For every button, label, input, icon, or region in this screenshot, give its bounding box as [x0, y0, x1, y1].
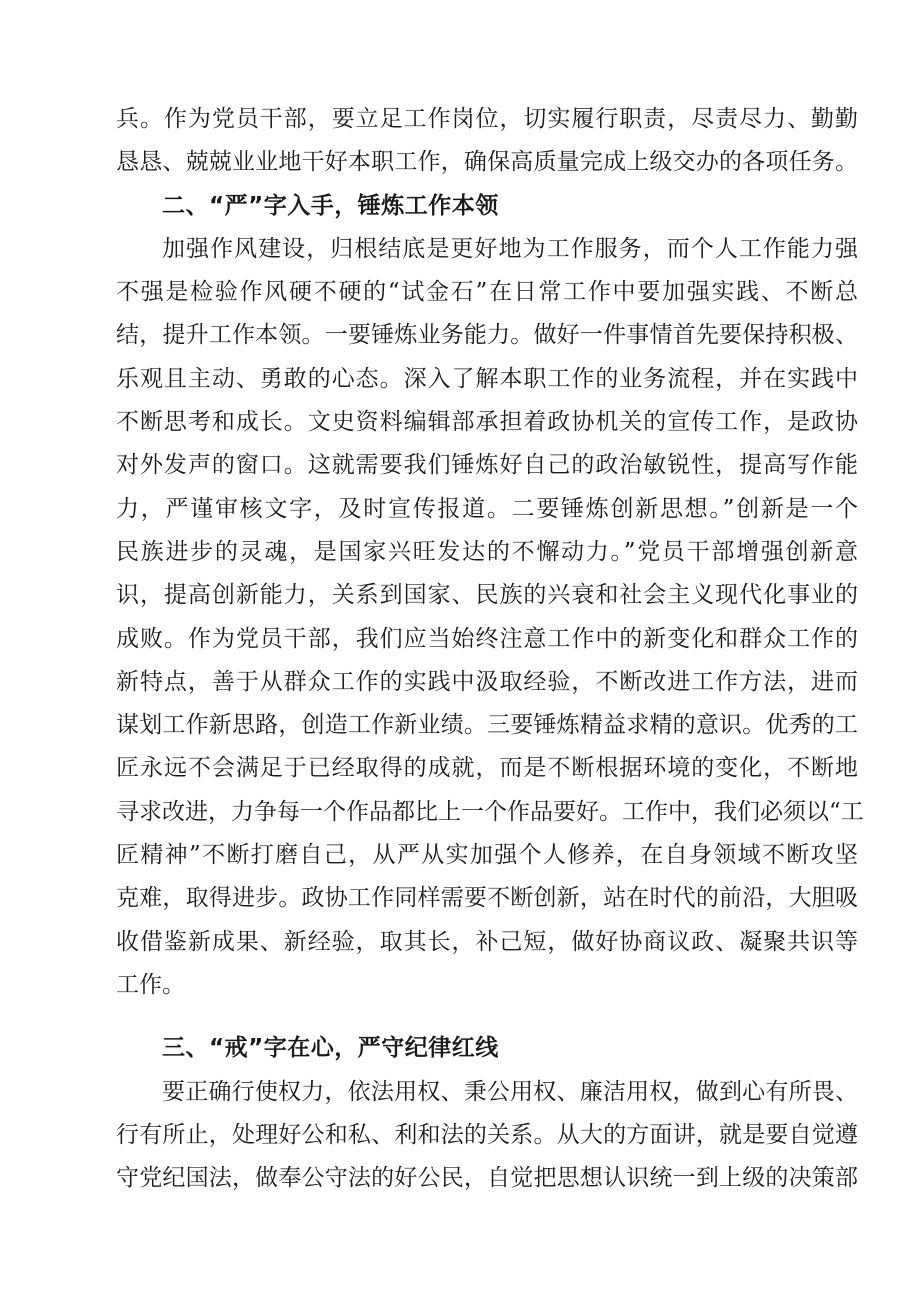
- text-line: 寻求改进，力争每一个作品都比上一个作品要好。工作中，我们必须以“工: [116, 798, 864, 825]
- text-line: 行有所止，处理好公和私、利和法的关系。从大的方面讲，就是要自觉遵: [116, 1121, 858, 1148]
- text-line: 力，严谨审核文字，及时宣传报道。二要锤炼创新思想。”创新是一个: [116, 495, 858, 522]
- text-line: 不强是检验作风硬不硬的“试金石”在日常工作中要加强实践、不断总: [116, 279, 858, 306]
- text-line: 匠精神”不断打磨自己，从严从实加强个人修养，在自身领域不断攻坚: [116, 842, 858, 869]
- paragraph-intro: [116, 98, 858, 185]
- text-line: 匠永远不会满足于已经取得的成就，而是不断根据环境的变化，不断地: [116, 755, 858, 782]
- text-line: 对外发声的窗口。这就需要我们锤炼好自己的政治敏锐性，提高写作能: [116, 452, 858, 479]
- text-line: 兵。作为党员干部，要立足工作岗位，切实履行职责，尽责尽力、勤勤: [116, 106, 858, 132]
- text-line: 结，提升工作本领。一要锤炼业务能力。做好一件事情首先要保持积极、: [116, 322, 858, 349]
- text-line: 乐观且主动、勇敢的心态。深入了解本职工作的业务流程，并在实践中: [116, 365, 858, 392]
- text-line: 恳恳、兢兢业业地干好本职工作，确保高质量完成上级交办的各项任务。: [116, 149, 858, 176]
- text-line: 民族进步的灵魂，是国家兴旺发达的不懈动力。”党员干部增强创新意: [116, 538, 858, 565]
- section-three-heading: 三、“戒”字在心，严守纪律红线: [162, 1035, 499, 1062]
- text-line: 成败。作为党员干部，我们应当始终注意工作中的新变化和群众工作的: [116, 625, 858, 652]
- section-gap: [116, 1007, 858, 1027]
- text-line: 守党纪国法，做奉公守法的好公民，自觉把思想认识统一到上级的决策部: [116, 1165, 858, 1192]
- section-two-body: [116, 228, 864, 1007]
- section-three-body: [116, 1071, 858, 1201]
- text-line: 不断思考和成长。文史资料编辑部承担着政协机关的宣传工作，是政协: [116, 409, 858, 436]
- text-line: 工作。: [116, 971, 185, 998]
- text-line: 谋划工作新思路，创造工作新业绩。三要锤炼精益求精的意识。优秀的工: [116, 712, 858, 739]
- section-two-heading: 二、“严”字入手，锤炼工作本领: [162, 192, 499, 219]
- text-line: 加强作风建设，归根结底是更好地为工作服务，而个人工作能力强: [162, 235, 858, 262]
- text-line: 克难，取得进步。政协工作同样需要不断创新，站在时代的前沿，大胆吸: [116, 885, 858, 912]
- text-line: 识，提高创新能力，关系到国家、民族的兴衰和社会主义现代化事业的: [116, 582, 858, 609]
- text-line: 要正确行使权力，依法用权、秉公用权、廉洁用权，做到心有所畏、: [162, 1078, 858, 1105]
- text-line: 新特点，善于从群众工作的实践中汲取经验，不断改进工作方法，进而: [116, 668, 858, 695]
- text-line: 收借鉴新成果、新经验，取其长，补己短，做好协商议政、凝聚共识等: [116, 928, 858, 955]
